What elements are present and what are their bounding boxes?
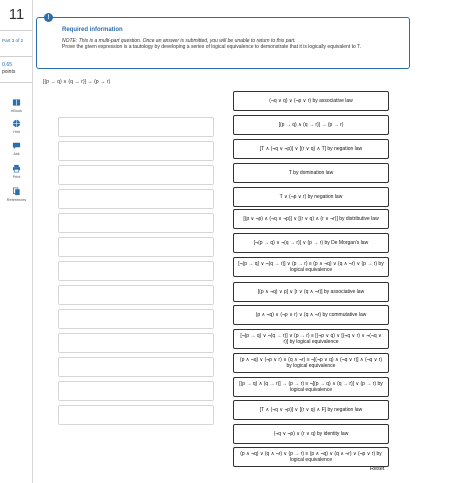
tool-ebook[interactable] — [0, 97, 33, 113]
answer-tile[interactable]: (p ∧ ¬q) ∨ (¬p ∨ r) ∨ (q ∧ ¬r) ≡ ¬[(¬p ∨ q) ∧ (¬q ∨ r)] ∧ (¬q ∨ r) by logical equivalence — [233, 353, 389, 373]
drop-slot[interactable] — [58, 381, 214, 401]
info-instructions: Prove the given expression is a tautology by developing a series of logical equivalence to demonstrate that it is logically equivalent to T. — [62, 44, 361, 50]
answer-tile[interactable]: [¬(p → q) ∨ ¬(q → r)] ∨ (p → r) ≡ (p ∧ ¬q) ∨ (q ∧ ¬r) ∨ (p → r) by logical equivalence — [233, 257, 389, 277]
divider — [0, 56, 33, 57]
answer-tile[interactable]: [T ∧ (¬q ∨ ¬p)] ∨ [(r ∨ q) ∧ F] by negation law — [233, 400, 389, 420]
points-label: points — [2, 69, 16, 75]
answer-tile[interactable]: [(p → q) ∧ (q → r)] → (p → r) — [233, 115, 389, 135]
drop-slot[interactable] — [58, 237, 214, 257]
drop-slot[interactable] — [58, 189, 214, 209]
drop-slot[interactable] — [58, 309, 214, 329]
divider — [0, 30, 33, 31]
drop-slot[interactable] — [58, 357, 214, 377]
answer-tile[interactable]: [¬(p → q) ∨ ¬(q → r)] ∨ (p → r) by De Morgan's law — [233, 233, 389, 253]
tool-references[interactable] — [0, 186, 33, 202]
printer-icon — [11, 163, 22, 174]
drop-slot[interactable] — [58, 213, 214, 233]
reset-button[interactable]: Reset — [370, 466, 385, 472]
answer-tile[interactable]: (¬q ∨ q) ∨ (¬p ∨ r) by associative law — [233, 91, 389, 111]
book-icon — [11, 97, 22, 108]
document-icon — [11, 186, 22, 197]
question-number: 11 — [8, 5, 25, 23]
divider — [0, 82, 33, 83]
answer-tile[interactable]: [T ∧ (¬q ∨ ¬p)] ∨ [(r ∨ q) ∧ T] by negation law — [233, 139, 389, 159]
drop-slot[interactable] — [58, 333, 214, 353]
drop-slot[interactable] — [58, 405, 214, 425]
answer-tile[interactable]: [¬(p → q) ∨ ¬(q → r)] ∨ (p → r) ≡ [(¬p ∨ q) ∨ [(¬q ∨ r) ∨ ¬(¬q ∨ r)] by logical equivalence — [233, 329, 389, 349]
info-title: Required information — [62, 27, 123, 33]
answer-tile[interactable]: (p ∧ ¬q) ∨ (¬p ∨ r) ∨ (q ∧ ¬r) by commutative law — [233, 305, 389, 325]
drop-slot[interactable] — [58, 165, 214, 185]
answer-tile[interactable]: [(p ∧ ¬q) ∨ p] ∨ [r ∨ (q ∧ ¬r)] by associative law — [233, 282, 389, 302]
answer-tile[interactable]: T ∨ (¬p ∨ r) by negation law — [233, 187, 389, 207]
drop-slot[interactable] — [58, 141, 214, 161]
answer-tile[interactable]: [(p → q) ∧ (q → r)] → (p → r) ≡ ¬[(p → q) ∧ (q → r)] ∨ (p → r) by logical equivalence — [233, 377, 389, 397]
answer-tile[interactable]: (¬q ∨ ¬p) ∨ (r ∨ q) by identity law — [233, 424, 389, 444]
chat-icon — [11, 140, 22, 151]
tool-print[interactable] — [0, 163, 33, 179]
tool-label: References — [6, 198, 27, 202]
answer-tile[interactable]: (p ∧ ¬q) ∨ (q ∧ ¬r) ∨ (p → r) ≡ (p ∧ ¬q) ∨ (q ∧ ¬r) ∨ (¬p ∨ r) by logical equivalence — [233, 447, 389, 467]
tool-label: Ask — [13, 152, 20, 156]
answer-tile[interactable]: [(p ∨ ¬p) ∧ (¬q ∨ ¬p)] ∨ [(r ∨ q) ∧ (r ∨ ¬r)] by distributive law — [233, 209, 389, 229]
globe-icon — [11, 118, 22, 129]
drop-slot[interactable] — [58, 117, 214, 137]
points-value: 0.65 — [2, 62, 13, 68]
drop-slot[interactable] — [58, 285, 214, 305]
info-note: NOTE: This is a multi-part question. Once an answer is submitted, you will be unable to return to this part. — [62, 38, 296, 44]
question-sidebar — [0, 0, 33, 483]
tool-label: Print — [12, 175, 21, 179]
drop-slot[interactable] — [58, 261, 214, 281]
alert-icon: ! — [44, 13, 53, 22]
tool-hint[interactable] — [0, 118, 33, 134]
answer-tile[interactable]: T by domination law — [233, 163, 389, 183]
tool-ask[interactable] — [0, 140, 33, 156]
tool-label: eBook — [11, 109, 22, 113]
tool-label: Hint — [13, 130, 20, 134]
part-indicator[interactable]: Part 3 of 2 — [2, 38, 24, 43]
given-expression: [(p → q) ∧ (q → r)] → (p → r) — [43, 79, 111, 85]
